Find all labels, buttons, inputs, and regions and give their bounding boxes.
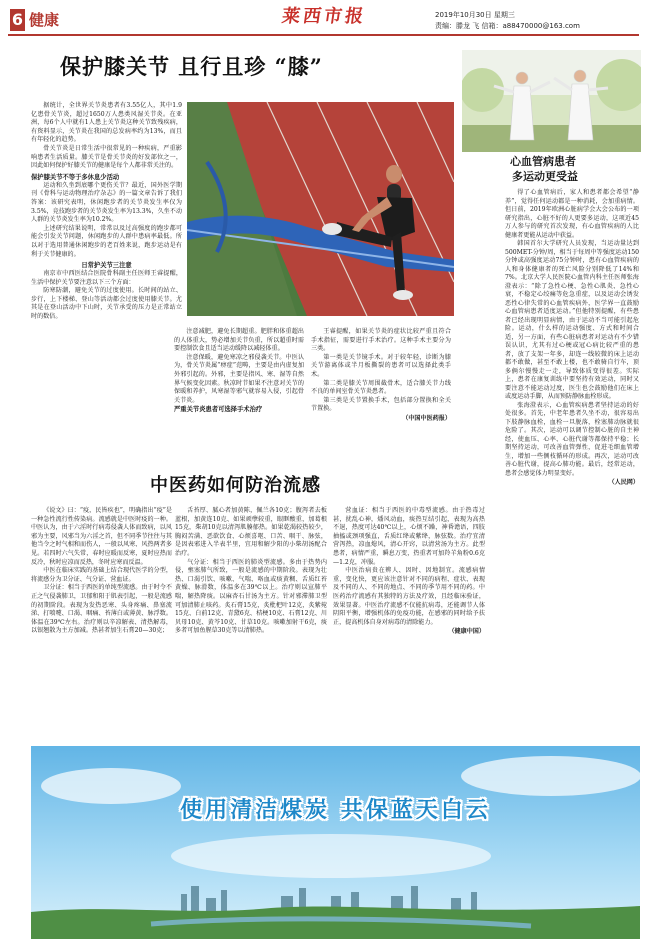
paragraph: 《说文》曰：“疫，民皆疾也”，明确指出“疫”是一种急性流行性传染病。流感就是中医时疫的一种。中医认为，由于六淫时行病毒侵袭人体而致病，以风邪为主要，风邪当为六淫之首，但不同季节往往与其他当令之时气相和而伤人，一般以风寒、风热两者多见。若四时六气失常，春时应暖而反寒，夏时应热而反冷，秋时应凉而反热，冬时应寒而反温。 — [31, 507, 172, 566]
paragraph: 王睿提醒，如果关节炎的症状比较严重且符合手术指征，需要进行手术治疗。这种手术主要分为三类。 — [311, 328, 451, 353]
article1-column-2 — [174, 328, 304, 414]
sidebar-body — [505, 189, 639, 487]
article2-column-2 — [175, 507, 327, 636]
paragraph: 中医在临床实践的基础上结合现代医学的分型，将流感分为卫分证、气分证、营血证。 — [31, 567, 172, 583]
paragraph: 据统计，全世界关节炎患者有3.55亿人，其中1.9亿患骨关节炎，超过1650万人患类风湿关节炎。在亚洲，每6个人中就有1人患上关节炎这种关节致残疾病，有资料显示，关节炎在我国的总发病率约为13%，而且有年轻化的趋势。 — [31, 102, 182, 144]
paragraph: 第一类是关节镜手术。对于较年轻，诊断为膝关节游离体或半月板撕裂的患者可以选择此类手术。 — [311, 353, 451, 378]
paragraph: 注意保暖，避免寒凉之邪侵袭关节。中医认为，骨关节炎属“痹症”范畴，主要是由内虚复加外邪引起的。外邪，主要是指风、寒、湿等自然界气候变化因素。秋凉时节如果不注意对关节的保暖和养护，风寒湿等邪气就容易入侵，引起骨关节炎。 — [174, 353, 304, 404]
article1-subheading: 保护膝关节不等于多休息少活动 — [31, 173, 120, 181]
sidebar-title-line1: 心血管病患者 — [510, 155, 576, 168]
article1-subheading: 严重关节炎患者可选择手术治疗 — [174, 406, 263, 414]
page-header — [0, 0, 647, 40]
paragraph: 第三类是关节置换手术，包括部分置换和全关节置换。 — [311, 396, 451, 413]
taichi-exercise-image — [462, 50, 641, 152]
paragraph: 注意减肥，避免长期超重。肥胖和体重超出的人体重大，势必增加关节负重，所以超重时需要控制饮食且适当运动缓降以减轻体重。 — [174, 328, 304, 353]
source: （健康中国） — [448, 628, 485, 636]
date-line: 2019年10月30日 星期三 — [435, 11, 515, 19]
paragraph: 上述研究结果说明，常常以及过高强度的跑步都可能会引发关节问题，休闲跑步的人群中患病率最低。所以对于选用普通休闲跑步的老百姓来说，跑步运动是有利于关节健康的。 — [31, 224, 182, 258]
paragraph: 张海澄表示，心血管疾病患者坚持运动的好处很多。首先，中老年患者久坐不动，很容易出下肢静脉血栓，血栓一旦脱落，栓塞肺动脉就很危险了。其次，运动可以调节控制心脏的自主神经，使血压、心率、心脏代谢等都保持平稳；长期坚持运动，可改善血管弹性，促进毛细血管增生，增加一些侧枝循环的形成。再次，运动可改善心脏代谢，提高心肺功能。最后，经常运动，患者会感觉体力明显变好。 — [505, 401, 639, 477]
paragraph: 第二类是膝关节周围截骨术，适合膝关节力线不良的单间室骨关节炎患者。 — [311, 379, 451, 396]
article2-column-3 — [333, 507, 485, 636]
header-rule — [8, 34, 639, 36]
banner-slogan: 使用清洁煤炭 共保蓝天白云 — [180, 798, 491, 823]
article1-subheading: 日常护关节三注意 — [81, 262, 132, 270]
clean-coal-banner — [31, 746, 640, 939]
editor-line: 责编：滕龙 飞 信箱：a88470000@163.com — [435, 22, 580, 30]
city-skyline-image — [31, 746, 640, 939]
paragraph: 舌苔厚、腻心者加黄陈，佩兰各10克；腹泻者去板蓝根，加黄连10克、如果顽孽较重，眼眶酸重，加葛根15克，柴胡10克以清泻肌腠郁热。如果乾渴较热较少，胸闷苦满、恶欲饮食、心烦喜呕、口苦、咽干、脉弦，是因表邪进入半表半里，宜用和解少阳的小柴胡汤配合治疗。 — [175, 507, 327, 557]
taichi-photo — [462, 50, 641, 152]
source: （人民网） — [608, 479, 639, 486]
paragraph: 营血证：相当于西医的中毒型流感。由于热毒过甚，扰乱心神，燔风动血，痰热互结引起，表现为高热不退，热度可达40℃以上，心烦不躁，神昏谵语，四肢抽搐或颈项强直，舌质红绛或紫绛，脉弦数。治疗宜清营泻热，凉血熄风，清心开窍，以清营汤为主方。此型患者，病情严重，瞬息万变，热重者可加羚羊角粉0.6克—1.2克，冲服。 — [333, 507, 485, 566]
paragraph: 骨关节炎是日常生活中很常见的一种疾病，严重影响患者生活质量。膝关节是骨关节炎的好发部位之一，因此如何保护好膝关节的健康是每个人都非常关注的。 — [31, 144, 182, 170]
article1-column-1 — [31, 102, 182, 322]
article2-column-1 — [31, 507, 172, 636]
source: （中国中医药报） — [402, 414, 451, 422]
page-number: 6 — [11, 10, 24, 29]
paragraph: 卫分证：相当于西医的单纯型流感。由于时令不正之气侵袭肺卫，卫郁和阳于肌表引起，一般是流感的初期阶段。表现为发热恶寒、头身疼痛、鼻塞流涕、打喷嚏、口渴、咽痛、苔薄白或薄黄、脉浮数。体温在39℃左右。治疗则以辛凉解表、清热解毒，以银翘散为主方加减。热甚者加生石膏20—30克； — [31, 584, 172, 635]
paragraph: 中医治病贵在辨人、因时、因地制宜。流感病情重，变化快，更应该注意针对不同的病程、症状、表现及不同的人、不同的地点、不同的季节用不同的药。中医药治疗流感有其独特的方法及疗效，且经临床验证，效果显著。中医治疗流感不仅能抗病毒，还能调节人体阴阳平衡，增强机体的免疫功能，在感邪的同时给予扶正，提高机体自身对病毒的清除能力。 — [333, 567, 485, 626]
paragraph: 防寒防潮，避免关节的过度使用。长时间的站立、步行，上下楼梯、登山等活动都会过度使用膝关节。尤其是在登山活动中下山时，关节承受的压力是正常站立时的数倍。 — [31, 287, 182, 321]
masthead: 莱西市报 — [280, 6, 368, 27]
paragraph: 气分证：相当于西医的肺炎型流感。多由于热势内侵，壅塞肺气所致，一般是流感的中期阶段。表现为壮热、口渴引饮、咳嗽、气喘、咯血或痰黄稠、舌质红苔黄燥、脉滑数，体温多在39℃以上。治疗则以宣肺平喘，解热降痰。以麻杏石甘汤为主方。针对邪滞肺卫型可加清肺止咳药。炙石膏15克，炙枇杷叶12克，炙紫菀15克、白前12克、青黛6克、桔梗10克、石膏12克、川贝母10克、黄芩10克、甘草10克。咳嗽加射干6克，痰多者可加鱼腥草30克等以清肺热。 — [175, 558, 327, 635]
runner-stretching-image — [187, 102, 454, 316]
article1-column-3 — [311, 328, 451, 423]
sidebar-title — [510, 154, 640, 184]
article2-title: 中医药如何防治流感 — [150, 475, 321, 496]
paragraph: 南京市中西医结合医院骨科副主任医师王睿提醒，生活中保护关节要注意以下三个方面： — [31, 270, 182, 286]
sidebar-title-line2: 多运动更受益 — [512, 170, 578, 183]
paragraph: 韩国首尔大学研究人员发现，当运动量达到500MET-分钟/周，相当于每周中等强度运动150分钟或高强度运动75分钟时，患有心血管疾病的人和身体健康者的死亡风险分别降低了14%和7%。北京大学人民医院心血管内科主任医师张海澄表示：“除了急性心梗、急性心肌炎、急性心衰，不稳定心绞痛等危急重症，以及运动会诱发恶性心律失常的心血管疾病外，医学界一直鼓励心血管病患者适度运动。”但他特别提醒，有些患者已经出现明显病情，由于运动不当可能引起危险。运动，什么样的运动强度、方式和时间合适，另一方面，有些心脏病患者对运动有不少错误认识，尤其有过心梗或冠心病比较严重的患者，放了支架一年多，却连一线较微的床上运动都不敢做，甚至不敢上楼，也不敢骑自行车，顶多俩尔慢慢走一走，导致体质变得很差。实际上，患者在康复训练中要坚持有效运动，同时又要注意不能运动过度，医生也会鼓励他们在床上或度运动手脚，从而预防静脉血栓形成。 — [505, 240, 639, 400]
section-name: 健康 — [29, 11, 60, 29]
runner-photo — [187, 102, 454, 316]
article1-title: 保护膝关节 且行且珍 “膝” — [60, 54, 323, 79]
paragraph: 运动和久坐到底哪个更伤关节？最近，国外医学期刊《骨科与运动物理治疗杂志》的一篇文章告诉了我们答案：该研究表明，休闲跑步者的关节炎发生率仅为3.5%，竞技跑步者的关节炎发生率为13.3%，久坐不动人群的关节炎发生率为10.2%。 — [31, 181, 182, 224]
paragraph: 得了心血管病后，家人和患者都会希望“静养”，觉得任何运动都是一种消耗，会加重病情。但日前，2019年欧洲心脏病学会大会公布的一项研究指出，心脏不好的人更要多运动，这项近45万人参与的研究首次发现，有心血管疾病的人比健康者更能从运动中获益。 — [505, 189, 639, 239]
